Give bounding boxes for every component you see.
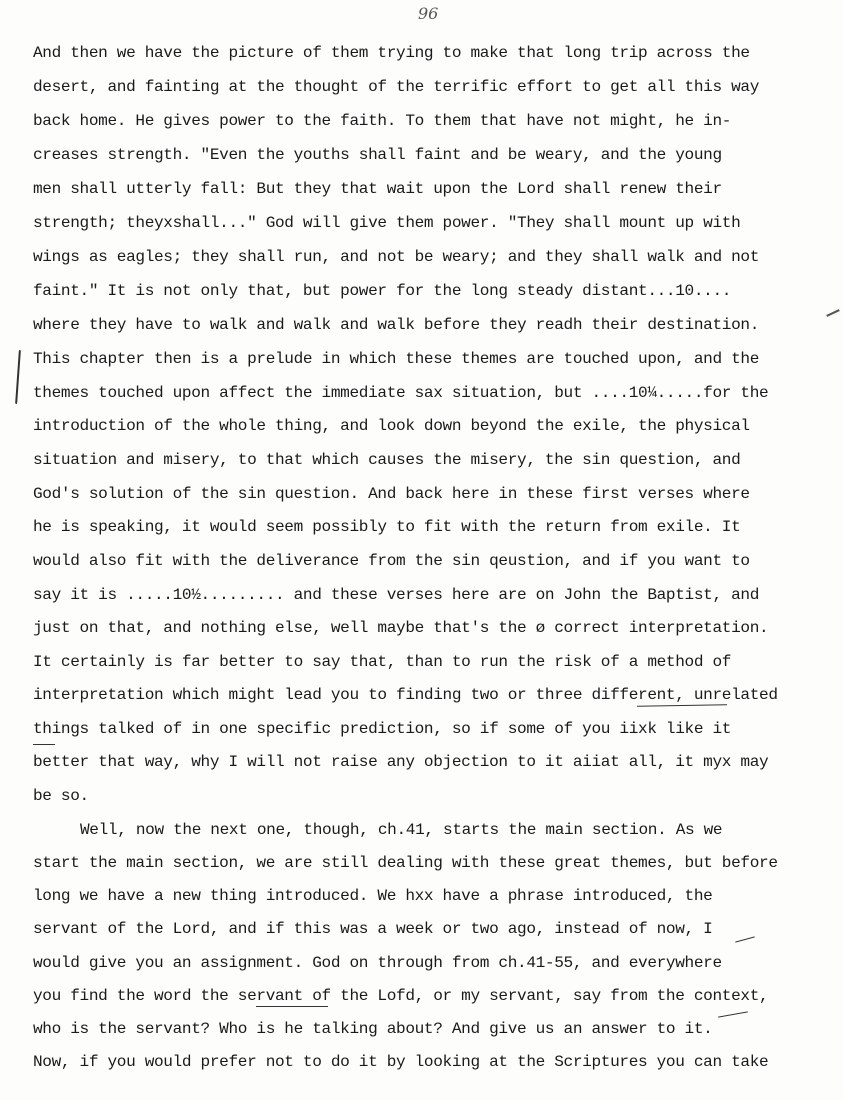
text-line: men shall utterly fall: But they that wait upon the Lord shall renew their <box>33 180 722 198</box>
text-line: he is speaking, it would seem possibly to fit with the return from exile. It <box>33 518 741 536</box>
text-line: just on that, and nothing else, well maybe that's the ø correct interpretation. <box>33 619 769 637</box>
text-line: wings as eagles; they shall run, and not be weary; and they shall walk and not <box>33 248 760 266</box>
margin-mark <box>15 350 21 404</box>
text-line: things talked of in one specific prediction, so if some of you iixk like it <box>33 720 732 738</box>
text-line: desert, and fainting at the thought of the terrific effort to get all this way <box>33 78 760 96</box>
text-line: It certainly is far better to say that, than to run the risk of a method of <box>33 653 732 671</box>
text-line: situation and misery, to that which causes the misery, the sin question, and <box>33 451 741 469</box>
handwritten-underline <box>33 744 55 745</box>
text-line: This chapter then is a prelude in which these themes are touched upon, and the <box>33 350 760 368</box>
text-line: servant of the Lord, and if this was a week or two ago, instead of now, I <box>33 920 713 938</box>
text-line: better that way, why I will not raise any objection to it aiiat all, it myx may <box>33 753 769 771</box>
text-line: God's solution of the sin question. And back here in these first verses where <box>33 485 750 503</box>
text-line: start the main section, we are still dealing with these great themes, but before <box>33 854 778 872</box>
text-line: interpretation which might lead you to finding two or three different, unrelated <box>33 686 778 704</box>
margin-tick <box>826 309 840 317</box>
text-line: where they have to walk and walk and walk before they readh their destination. <box>33 316 760 334</box>
text-line: be so. <box>33 787 89 805</box>
text-line: say it is .....10½......... and these verses here are on John the Baptist, and <box>33 586 760 604</box>
text-line: would also fit with the deliverance from the sin qeustion, and if you want to <box>33 552 750 570</box>
text-line: back home. He gives power to the faith. To them that have not might, he in- <box>33 112 732 130</box>
handwritten-underline <box>718 1011 748 1017</box>
text-line: faint." It is not only that, but power for the long steady distant...10.... <box>33 282 732 300</box>
text-line: Now, if you would prefer not to do it by looking at the Scriptures you can take <box>33 1053 769 1071</box>
handwritten-underline <box>735 936 755 942</box>
text-line: you find the word the servant of the Lofd, or my servant, say from the context, <box>33 987 769 1005</box>
text-line: strength; theyxshall..." God will give them power. "They shall mount up with <box>33 214 741 232</box>
text-line: would give you an assignment. God on through from ch.41-55, and everywhere <box>33 954 722 972</box>
handwritten-underline <box>637 704 727 707</box>
text-line: introduction of the whole thing, and look down beyond the exile, the physical <box>33 417 750 435</box>
text-line: who is the servant? Who is he talking about? And give us an answer to it. <box>33 1020 713 1038</box>
text-line: long we have a new thing introduced. We hxx have a phrase introduced, the <box>33 887 713 905</box>
text-line: Well, now the next one, though, ch.41, starts the main section. As we <box>80 821 723 839</box>
text-line: creases strength. "Even the youths shall faint and be weary, and the young <box>33 146 722 164</box>
text-line: And then we have the picture of them trying to make that long trip across the <box>33 44 750 62</box>
handwritten-underline <box>256 1006 328 1007</box>
text-line: themes touched upon affect the immediate sax situation, but ....10¼.....for the <box>33 384 769 402</box>
page-number: 96 <box>418 4 439 23</box>
